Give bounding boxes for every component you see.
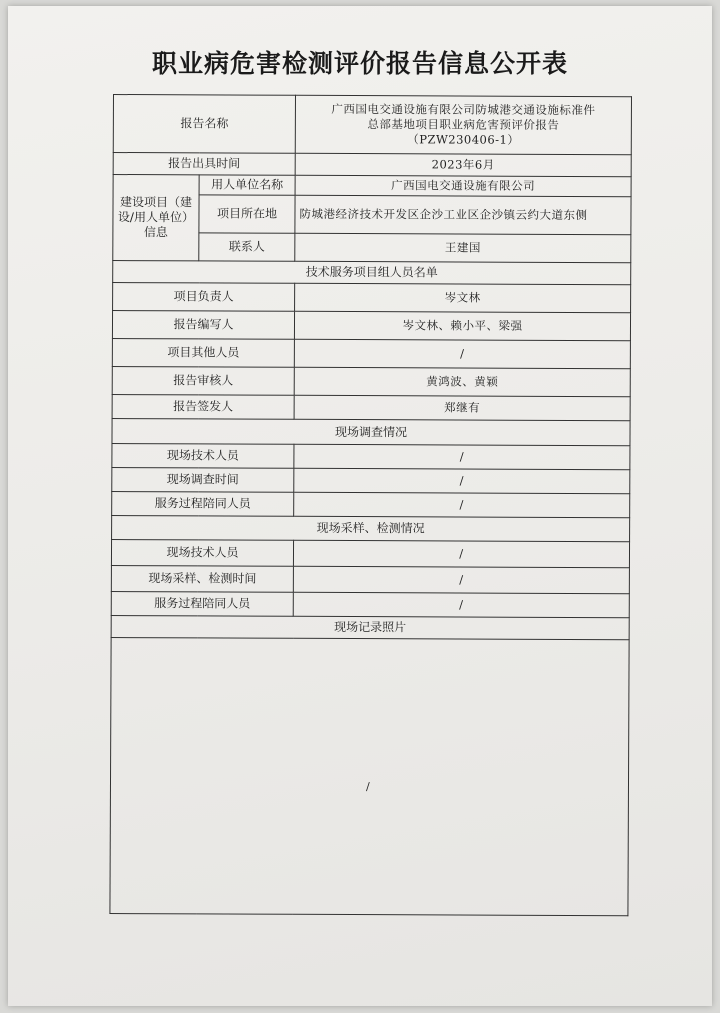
sampling-tech-label: 现场技术人员 (111, 539, 293, 566)
survey-time-value: / (294, 468, 630, 493)
report-name-value (295, 95, 631, 154)
others-value: / (294, 339, 630, 368)
others-label: 项目其他人员 (112, 338, 294, 367)
info-table (109, 94, 632, 916)
contact-value: 王建国 (295, 233, 631, 262)
report-date-label: 报告出具时间 (113, 153, 295, 176)
leader-value: 岑文林 (295, 283, 631, 312)
survey-tech-value: / (294, 444, 630, 469)
employer-label: 用人单位名称 (199, 175, 295, 195)
employer-value: 广西国电交通设施有限公司 (295, 175, 631, 196)
sampling-time-label: 现场采样、检测时间 (111, 565, 293, 592)
survey-escort-label: 服务过程陪同人员 (112, 491, 294, 516)
contact-label: 联系人 (199, 233, 295, 261)
report-name-line1: 广西国电交通设施有限公司防城港交通设施标准件 (331, 101, 596, 118)
report-name-line3: （PZW230406-1） (407, 132, 520, 147)
photos-heading: 现场记录照片 (111, 615, 629, 639)
page-title: 职业病危害检测评价报告信息公开表 (151, 49, 568, 78)
sampling-escort-value: / (293, 592, 629, 617)
sampling-heading: 现场采样、检测情况 (112, 515, 630, 541)
survey-tech-label: 现场技术人员 (112, 443, 294, 468)
survey-escort-value: / (294, 492, 630, 517)
report-name-label: 报告名称 (113, 95, 295, 154)
project-group-label: 建设项目（建设/用人单位）信息 (113, 175, 199, 261)
photo-area (110, 637, 629, 915)
photo-value: / (365, 780, 370, 794)
location-value: 防城港经济技术开发区企沙工业区企沙镇云约大道东侧 (295, 195, 631, 234)
sampling-time-value: / (293, 566, 629, 593)
issuer-value: 郑继有 (294, 395, 630, 420)
sampling-tech-value: / (293, 540, 629, 567)
sampling-escort-label: 服务过程陪同人员 (111, 591, 293, 616)
reviewer-value: 黄鸿波、黄颖 (294, 367, 630, 396)
writer-value: 岑文林、赖小平、梁强 (294, 311, 630, 340)
leader-label: 项目负责人 (113, 283, 295, 312)
reviewer-label: 报告审核人 (112, 366, 294, 395)
survey-heading: 现场调查情况 (112, 418, 630, 445)
survey-time-label: 现场调查时间 (112, 467, 294, 492)
report-date-value: 2023年6月 (295, 153, 631, 176)
location-label: 项目所在地 (199, 195, 295, 233)
report-name-line2: 总部基地项目职业病危害预评价报告 (367, 117, 560, 132)
issuer-label: 报告签发人 (112, 394, 294, 419)
team-heading: 技术服务项目组人员名单 (113, 261, 631, 285)
writer-label: 报告编写人 (112, 311, 294, 340)
